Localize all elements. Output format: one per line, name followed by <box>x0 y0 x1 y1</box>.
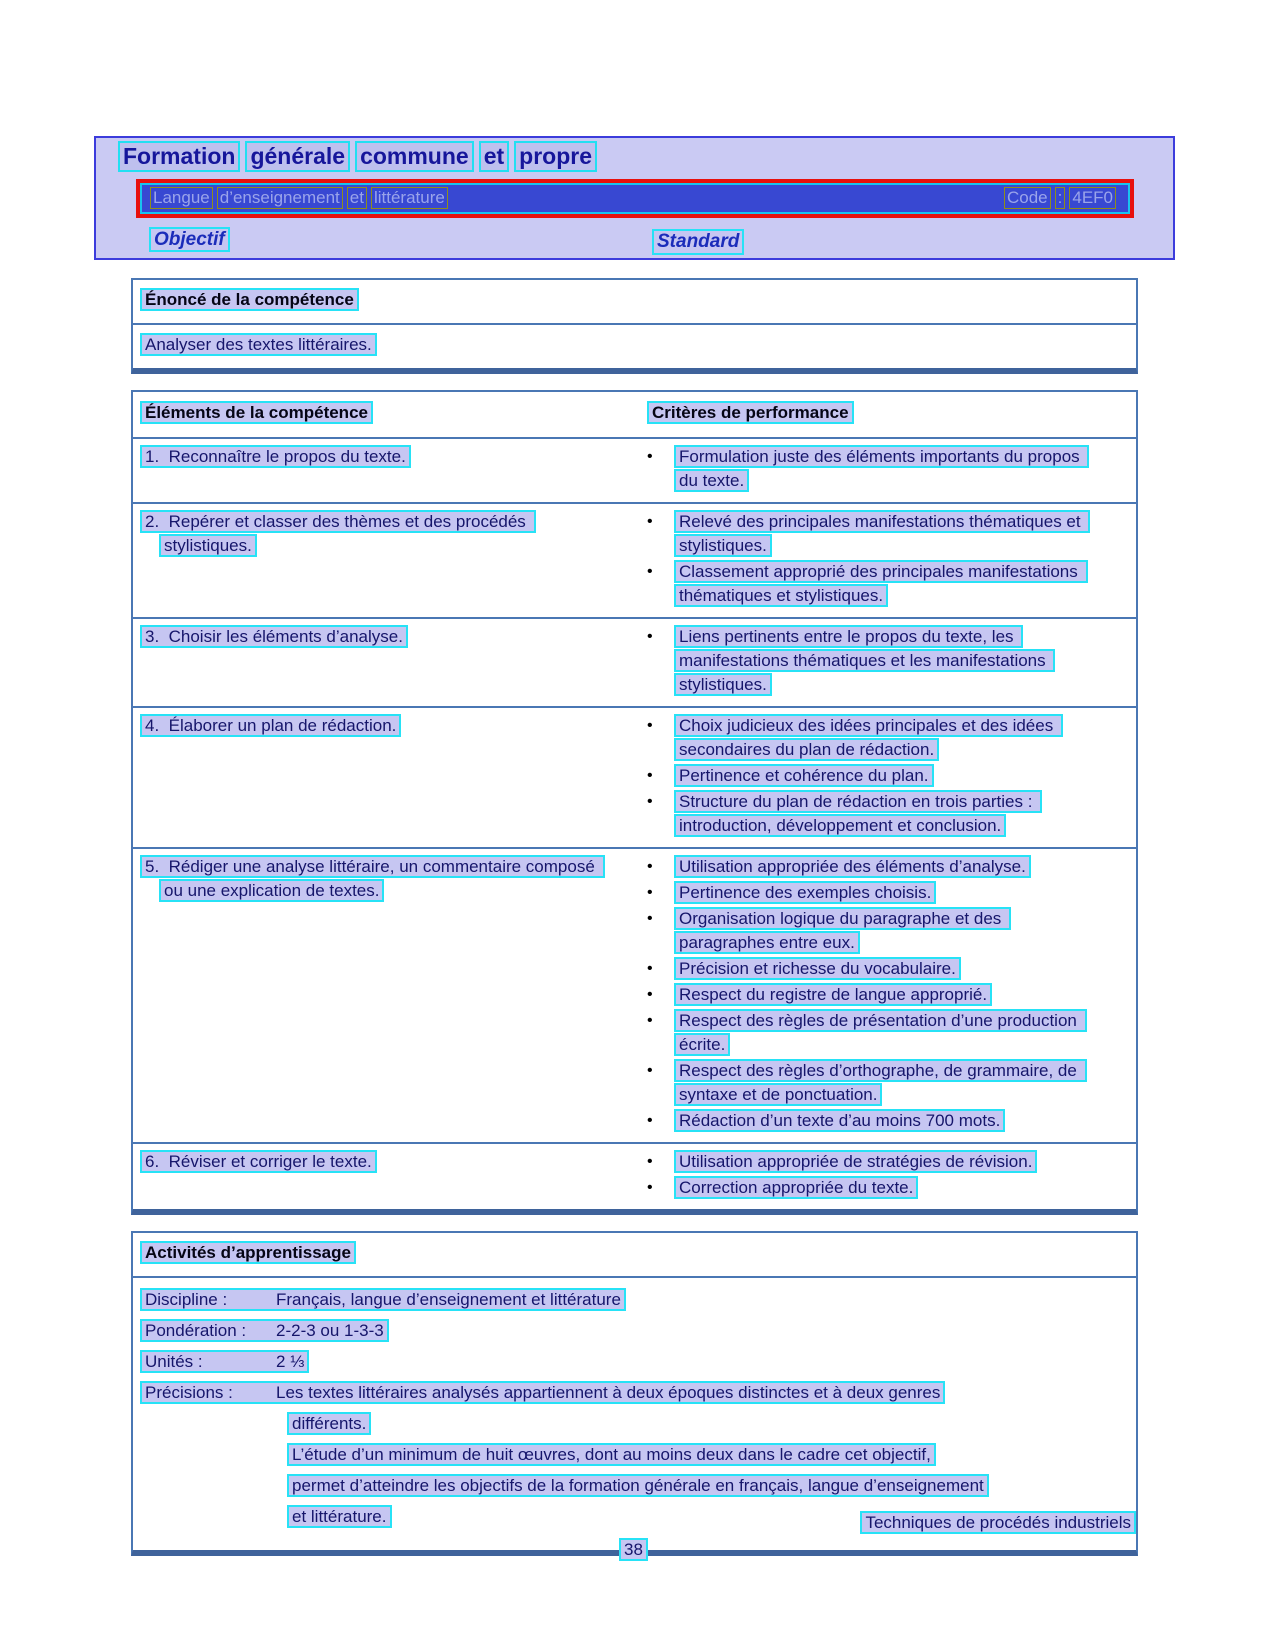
bullet-icon: • <box>647 448 653 465</box>
criterion <box>647 1059 1094 1107</box>
bullet-icon: • <box>647 628 653 645</box>
bullet-icon: • <box>647 793 653 810</box>
precisions-line: permet d’atteindre les objectifs de la formation générale en français, langue d’enseignement <box>287 1474 989 1497</box>
criterion-text: Formulation juste des éléments importants du propos du texte. <box>674 445 1089 492</box>
criterion <box>647 957 1094 981</box>
precisions-label: Précisions : <box>145 1383 233 1402</box>
precisions-line: L’étude d’un minimum de huit œuvres, dont au moins deux dans le cadre cet objectif, <box>287 1443 936 1466</box>
criterion-text: Choix judicieux des idées principales et des idées secondaires du plan de rédaction. <box>674 714 1063 761</box>
standard-label: Standard <box>652 229 744 255</box>
ponderation-label: Pondération : <box>145 1321 247 1340</box>
element-text: 5. Rédiger une analyse littéraire, un commentaire composé ou une explication de textes. <box>140 855 605 902</box>
criterion <box>647 790 1094 838</box>
course-name: Langue d’enseignement et littérature <box>150 187 452 209</box>
col2-header-cell <box>633 401 1136 425</box>
bullet-icon: • <box>647 1062 653 1079</box>
activites-body <box>133 1276 1136 1550</box>
activites-box <box>131 1231 1138 1556</box>
bullet-icon: • <box>647 1012 653 1029</box>
table-row-6 <box>133 1142 1136 1209</box>
criterion <box>647 510 1094 558</box>
criteria-cell <box>633 445 1136 495</box>
activites-header: Activités d’apprentissage <box>140 1241 356 1264</box>
element-text: 6. Réviser et corriger le texte. <box>140 1150 377 1173</box>
enonce-body-row <box>133 323 1136 368</box>
criterion <box>647 1009 1094 1057</box>
bullet-icon: • <box>647 1112 653 1129</box>
element-text: 4. Élaborer un plan de rédaction. <box>140 714 401 737</box>
precisions-line: Les textes littéraires analysés appartiennent à deux époques distinctes et à deux genres <box>276 1383 941 1402</box>
unites-label: Unités : <box>145 1352 203 1371</box>
criterion <box>647 625 1094 697</box>
table-row-2 <box>133 502 1136 617</box>
criterion-text: Respect des règles d’orthographe, de grammaire, de syntaxe et de ponctuation. <box>674 1059 1087 1106</box>
header-panel <box>94 136 1175 260</box>
criterion <box>647 445 1094 493</box>
criteria-cell <box>633 625 1136 699</box>
criterion-text: Respect du registre de langue approprié. <box>674 983 992 1006</box>
table-row-4 <box>133 706 1136 847</box>
bullet-icon: • <box>647 884 653 901</box>
bullet-icon: • <box>647 717 653 734</box>
criterion <box>647 560 1094 608</box>
criterion-text: Rédaction d’un texte d’au moins 700 mots. <box>674 1109 1005 1132</box>
table-row-1 <box>133 437 1136 502</box>
element-cell <box>133 714 633 840</box>
page-title: Formation générale commune et propre <box>118 141 1173 172</box>
ponderation-value: 2-2-3 ou 1-3-3 <box>276 1321 384 1340</box>
criterion <box>647 1150 1094 1174</box>
element-text: 2. Repérer et classer des thèmes et des procédés stylistiques. <box>140 510 536 557</box>
bullet-icon: • <box>647 986 653 1003</box>
element-cell <box>133 445 633 495</box>
criterion-text: Relevé des principales manifestations thématiques et stylistiques. <box>674 510 1090 557</box>
criterion <box>647 1109 1094 1133</box>
objectif-standard-row <box>149 229 1173 255</box>
precisions-line: et littérature. <box>287 1505 392 1528</box>
col1-header: Éléments de la compétence <box>140 401 373 424</box>
bullet-icon: • <box>647 563 653 580</box>
enonce-box <box>131 278 1138 374</box>
objectif-label: Objectif <box>149 227 230 252</box>
table-row-5 <box>133 847 1136 1142</box>
precisions-line: différents. <box>287 1412 371 1435</box>
criteria-cell <box>633 1150 1136 1202</box>
ponderation-row <box>140 1319 1129 1343</box>
element-text: 3. Choisir les éléments d’analyse. <box>140 625 408 648</box>
element-text: 1. Reconnaître le propos du texte. <box>140 445 411 468</box>
element-cell <box>133 625 633 699</box>
unites-row <box>140 1350 1129 1374</box>
criterion-text: Structure du plan de rédaction en trois parties : introduction, développement et conclusion. <box>674 790 1042 837</box>
criterion <box>647 1176 1094 1200</box>
criterion-text: Pertinence des exemples choisis. <box>674 881 936 904</box>
precisions-continuation <box>287 1412 1129 1436</box>
bullet-icon: • <box>647 858 653 875</box>
page-number: 38 <box>619 1540 648 1560</box>
criterion-text: Liens pertinents entre le propos du texte, les manifestations thématiques et les manifestations stylistiques. <box>674 625 1055 696</box>
competences-table <box>131 390 1138 1215</box>
course-title-bar <box>136 179 1134 218</box>
footer-program-name: Techniques de procédés industriels <box>860 1513 1136 1533</box>
enonce-header: Énoncé de la compétence <box>140 288 359 311</box>
criteria-cell <box>633 855 1136 1135</box>
precisions-continuation <box>287 1443 1129 1467</box>
course-code: Code : 4EF0 <box>1004 187 1120 209</box>
criterion-text: Pertinence et cohérence du plan. <box>674 764 934 787</box>
enonce-statement: Analyser des textes littéraires. <box>140 333 377 356</box>
criterion-text: Correction appropriée du texte. <box>674 1176 918 1199</box>
criterion <box>647 764 1094 788</box>
content-column <box>131 278 1138 1572</box>
criterion-text: Respect des règles de présentation d’une production écrite. <box>674 1009 1087 1056</box>
discipline-row <box>140 1288 1129 1312</box>
criterion-text: Utilisation appropriée des éléments d’analyse. <box>674 855 1031 878</box>
course-title-line <box>140 183 1130 214</box>
criterion <box>647 714 1094 762</box>
criterion <box>647 855 1094 879</box>
criterion-text: Utilisation appropriée de stratégies de révision. <box>674 1150 1037 1173</box>
table-row-3 <box>133 617 1136 706</box>
criterion-text: Précision et richesse du vocabulaire. <box>674 957 961 980</box>
bullet-icon: • <box>647 513 653 530</box>
precisions-continuation <box>287 1474 1129 1498</box>
criterion-text: Organisation logique du paragraphe et des paragraphes entre eux. <box>674 907 1011 954</box>
enonce-header-row <box>133 280 1136 323</box>
precisions-row <box>140 1381 1129 1405</box>
element-cell <box>133 510 633 610</box>
discipline-value: Français, langue d’enseignement et littérature <box>276 1290 621 1309</box>
criterion <box>647 983 1094 1007</box>
bullet-icon: • <box>647 960 653 977</box>
criteria-cell <box>633 714 1136 840</box>
unites-value: 2 ⅓ <box>276 1352 305 1371</box>
criterion <box>647 907 1094 955</box>
discipline-label: Discipline : <box>145 1290 228 1309</box>
activites-header-row <box>133 1233 1136 1276</box>
criterion <box>647 881 1094 905</box>
bullet-icon: • <box>647 767 653 784</box>
element-cell <box>133 1150 633 1202</box>
criteria-cell <box>633 510 1136 610</box>
bullet-icon: • <box>647 1153 653 1170</box>
bullet-icon: • <box>647 1179 653 1196</box>
table-header-row <box>133 392 1136 437</box>
element-cell <box>133 855 633 1135</box>
bullet-icon: • <box>647 910 653 927</box>
col2-header: Critères de performance <box>647 401 854 424</box>
criterion-text: Classement approprié des principales manifestations thématiques et stylistiques. <box>674 560 1088 607</box>
col1-header-cell <box>133 401 633 425</box>
